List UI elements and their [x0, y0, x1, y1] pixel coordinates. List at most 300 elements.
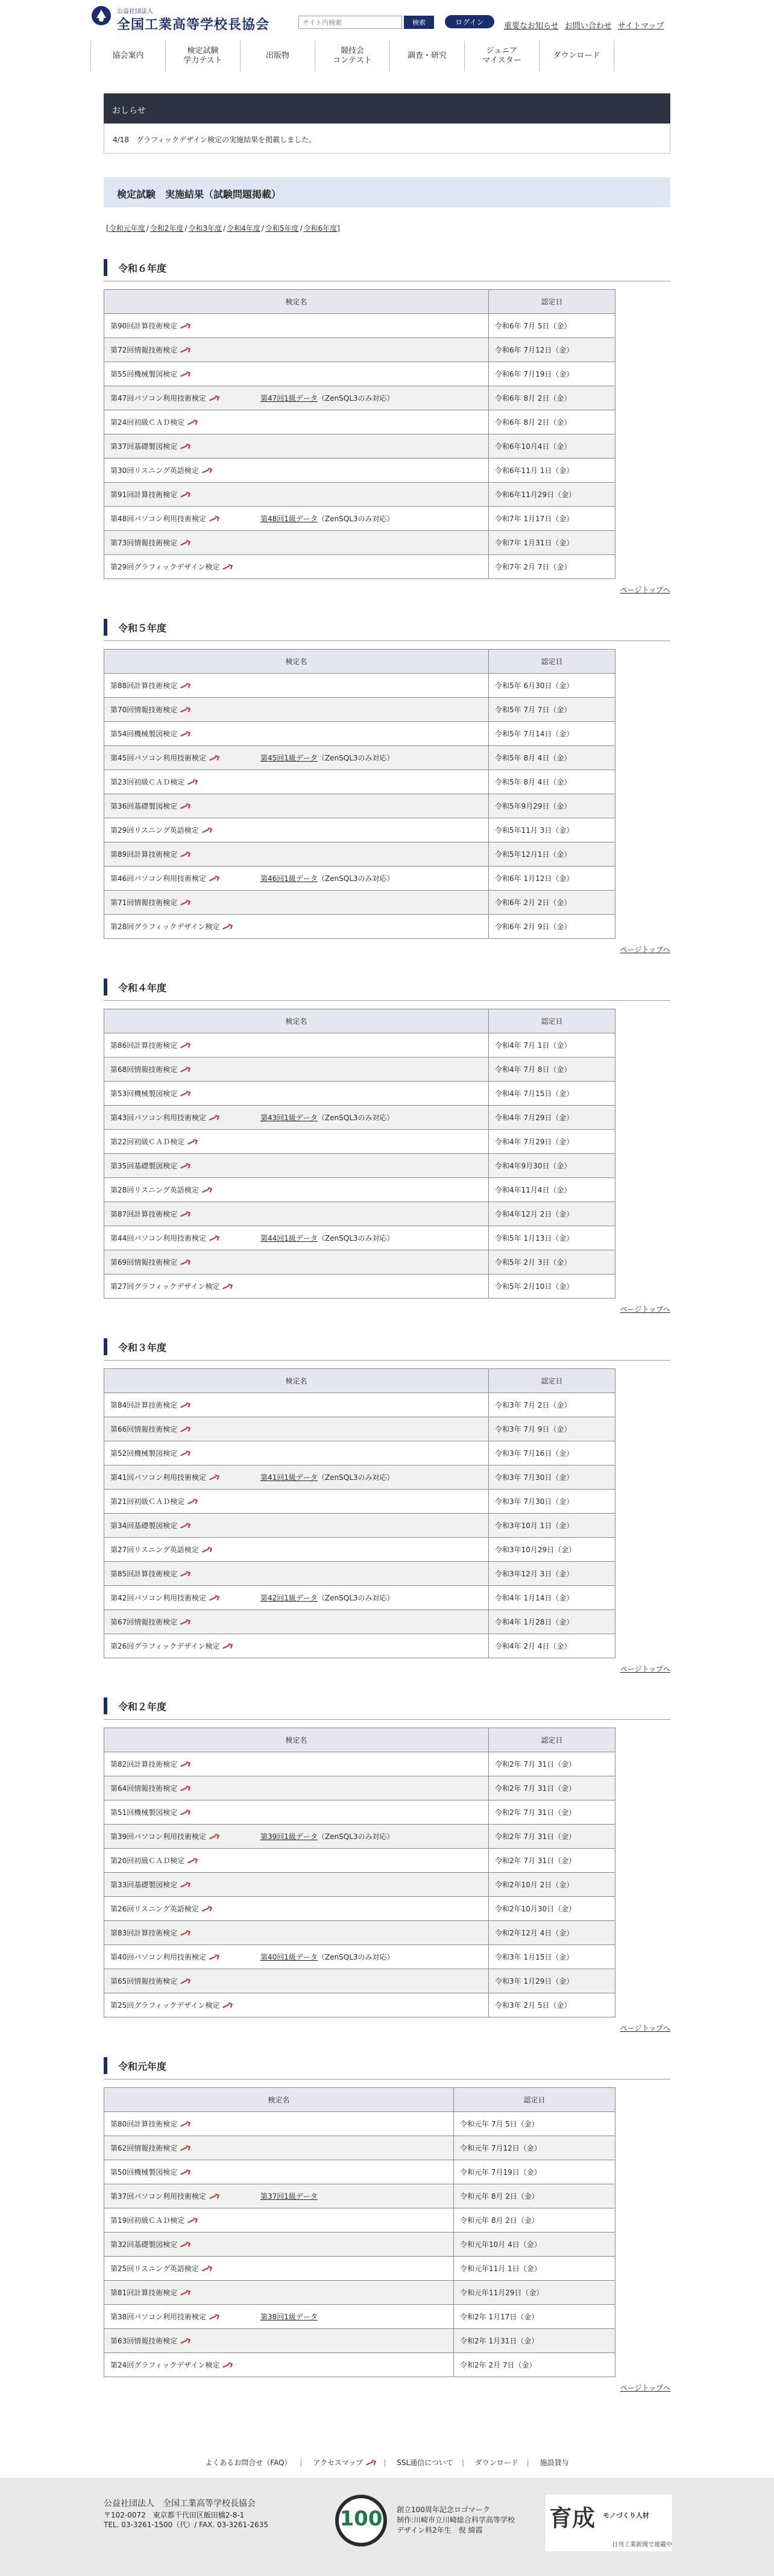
pdf-icon[interactable]: [180, 1523, 189, 1530]
exam-pdf-link[interactable]: 第47回パソコン利用技術検定: [110, 394, 207, 403]
exam-pdf-link[interactable]: 第44回パソコン利用技術検定: [110, 1234, 207, 1243]
footer-link-access-map[interactable]: アクセスマップ: [313, 2458, 375, 2467]
level1-data-link[interactable]: 第41回1級データ: [260, 1473, 318, 1482]
exam-name-cell: [104, 2208, 454, 2233]
table-row: [104, 794, 615, 818]
exam-pdf-link[interactable]: 第25回グラフィックデザイン検定: [110, 2001, 220, 2010]
level1-data-link[interactable]: 第45回1級データ: [260, 754, 318, 762]
table-row: [104, 1586, 615, 1610]
table-row: [104, 386, 615, 410]
column-header-name: 検定名: [104, 1009, 489, 1033]
pdf-icon[interactable]: [209, 1474, 218, 1482]
certification-date-cell: 令和3年 1月29日（金）: [489, 1969, 615, 1993]
table-row: [104, 1993, 615, 2017]
exam-pdf-link[interactable]: 第28回グラフィックデザイン検定: [110, 923, 220, 931]
exam-pdf-link[interactable]: 第91回計算技術検定: [110, 490, 178, 499]
exam-name-cell: [104, 1800, 489, 1825]
pdf-icon[interactable]: [187, 1499, 197, 1506]
pdf-icon[interactable]: [201, 1187, 211, 1194]
table-row: [104, 1082, 615, 1106]
nav-item-exams[interactable]: 検定試験 学力テスト: [166, 41, 241, 71]
level1-data-link[interactable]: 第44回1級データ: [260, 1234, 318, 1243]
results-table: [104, 1009, 615, 1299]
exam-pdf-link[interactable]: 第27回グラフィックデザイン検定: [110, 1282, 220, 1291]
exam-name-cell: [104, 1154, 489, 1178]
nav-item-junior-meister[interactable]: ジュニア マイスター: [465, 41, 540, 71]
pdf-icon[interactable]: [180, 2145, 189, 2152]
exam-pdf-link[interactable]: 第62回情報技術検定: [110, 2144, 178, 2152]
exam-pdf-link[interactable]: 第30回リスニング英語検定: [110, 466, 199, 475]
certification-date-cell: 令和元年 7月 5日（金）: [454, 2112, 615, 2136]
footer-link-download[interactable]: ダウンロード: [474, 2458, 518, 2467]
pdf-icon[interactable]: [209, 876, 218, 883]
exam-name-cell: [104, 1776, 489, 1800]
page-top-link[interactable]: ページトップへ: [620, 1305, 670, 1314]
certification-date-cell: 令和元年11月 1日（金）: [454, 2257, 615, 2281]
certification-date-cell: 令和4年 1月14日（金）: [489, 1586, 615, 1610]
table-row: [104, 1106, 615, 1130]
exam-pdf-link[interactable]: 第68回情報技術検定: [110, 1065, 178, 1074]
column-header-date: 認定日: [489, 1728, 615, 1752]
year-link-r6[interactable]: 令和6年度: [303, 224, 338, 233]
certification-date-cell: 令和2年10月 2日（金）: [489, 1873, 615, 1897]
pdf-icon[interactable]: [209, 1595, 218, 1602]
pdf-icon[interactable]: [180, 900, 189, 907]
table-row: [104, 770, 615, 794]
exam-pdf-link[interactable]: 第24回グラフィックデザイン検定: [110, 2361, 220, 2369]
pdf-icon[interactable]: [222, 1283, 231, 1291]
pdf-icon[interactable]: [180, 707, 189, 714]
table-header-row: [104, 290, 615, 314]
exam-pdf-link[interactable]: 第55回機械製図検定: [110, 370, 178, 378]
search-input[interactable]: [298, 16, 402, 29]
pdf-icon[interactable]: [222, 924, 231, 931]
certification-date-cell: 令和5年9月29日（金）: [489, 794, 615, 818]
pdf-icon[interactable]: [187, 419, 197, 427]
pdf-icon[interactable]: [180, 347, 189, 354]
exam-pdf-link[interactable]: 第29回グラフィックデザイン検定: [110, 563, 220, 571]
pdf-icon[interactable]: [180, 1571, 189, 1578]
exam-pdf-link[interactable]: 第43回パソコン利用技術検定: [110, 1114, 207, 1122]
pdf-icon[interactable]: [180, 1785, 189, 1793]
exam-pdf-link[interactable]: 第51回機械製図検定: [110, 1808, 178, 1817]
exam-pdf-link[interactable]: 第46回パソコン利用技術検定: [110, 874, 207, 883]
table-row: [104, 1610, 615, 1634]
certification-date-cell: 令和3年 7月16日（金）: [489, 1441, 615, 1465]
exam-name-cell: [104, 1586, 489, 1610]
exam-pdf-link[interactable]: 第25回リスニング英語検定: [110, 2264, 199, 2273]
pdf-icon[interactable]: [201, 827, 211, 835]
level1-data-link[interactable]: 第46回1級データ: [260, 874, 318, 883]
exam-pdf-link[interactable]: 第72回情報技術検定: [110, 346, 178, 354]
nav-item-download[interactable]: ダウンロード: [540, 41, 614, 71]
main-nav: [0, 41, 774, 71]
exam-pdf-link[interactable]: 第66回情報技術検定: [110, 1425, 178, 1434]
pdf-icon[interactable]: [180, 1211, 189, 1218]
exam-pdf-link[interactable]: 第33回基礎製図検定: [110, 1881, 178, 1889]
certification-date-cell: 令和4年 7月29日（金）: [489, 1130, 615, 1154]
exam-pdf-link[interactable]: 第26回リスニング英語検定: [110, 1905, 199, 1913]
exam-name-cell: [104, 1465, 489, 1490]
pdf-icon[interactable]: [209, 516, 218, 523]
pdf-icon[interactable]: [180, 1978, 189, 1985]
year-section-r3: [104, 1338, 670, 1673]
exam-name-cell: [104, 891, 489, 915]
footer-link-facility[interactable]: 施設貸与: [540, 2458, 569, 2467]
exam-name-cell: [104, 1610, 489, 1634]
exam-pdf-link[interactable]: 第36回基礎製図検定: [110, 802, 178, 810]
association-logo[interactable]: [90, 5, 112, 27]
level1-data-link[interactable]: 第47回1級データ: [260, 394, 318, 403]
pdf-icon[interactable]: [222, 2362, 231, 2369]
pdf-icon[interactable]: [201, 2266, 211, 2273]
exam-pdf-link[interactable]: 第32回基礎製図検定: [110, 2240, 178, 2249]
certification-date-cell: 令和5年 1月13日（金）: [489, 1226, 615, 1250]
certification-date-cell: 令和6年 7月19日（金）: [489, 362, 615, 386]
pdf-icon[interactable]: [180, 1761, 189, 1769]
exam-name-cell: [104, 1058, 489, 1082]
exam-pdf-link[interactable]: 第53回機械製図検定: [110, 1089, 178, 1098]
certification-date-cell: 令和3年 7月30日（金）: [489, 1465, 615, 1490]
exam-pdf-link[interactable]: 第37回パソコン利用技術検定: [110, 2192, 207, 2201]
column-header-date: 認定日: [489, 290, 615, 314]
pdf-icon[interactable]: [180, 1450, 189, 1458]
pdf-icon[interactable]: [201, 468, 211, 475]
results-table: [104, 289, 615, 579]
certification-date-cell: 令和元年 8月 2日（金）: [454, 2184, 615, 2208]
exam-name-cell: [104, 1490, 489, 1514]
exam-pdf-link[interactable]: 第19回初級ＣＡＤ検定: [110, 2216, 185, 2225]
exam-pdf-link[interactable]: 第64回情報技術検定: [110, 1784, 178, 1793]
level1-data-link[interactable]: 第40回1級データ: [260, 1953, 318, 1961]
exam-pdf-link[interactable]: 第37回基礎製図検定: [110, 442, 178, 451]
pdf-icon[interactable]: [180, 803, 189, 810]
ikusei-banner[interactable]: [546, 2495, 672, 2551]
level1-data-link[interactable]: 第48回1級データ: [260, 515, 318, 523]
level1-data-link[interactable]: 第42回1級データ: [260, 1594, 318, 1602]
exam-name-cell: [104, 722, 489, 746]
table-row: [104, 1825, 615, 1849]
certification-date-cell: 令和7年 2月 7日（金）: [489, 555, 615, 579]
certification-date-cell: 令和2年 7月 31日（金）: [489, 1752, 615, 1776]
exam-name-cell: [104, 1106, 489, 1130]
table-row: [104, 1033, 615, 1058]
column-header-name: 検定名: [104, 1728, 489, 1752]
year-link-r1[interactable]: 令和元年度: [109, 224, 145, 233]
pdf-icon[interactable]: [180, 1259, 189, 1267]
exam-pdf-link[interactable]: 第82回計算技術検定: [110, 1760, 178, 1769]
data-note: （ZenSQL3のみ対応）: [317, 515, 394, 523]
pdf-icon[interactable]: [222, 2002, 231, 2010]
pdf-icon[interactable]: [180, 1810, 189, 1817]
exam-pdf-link[interactable]: 第23回初級ＣＡＤ検定: [110, 778, 185, 786]
footer-link-ssl[interactable]: SSL通信について: [397, 2458, 453, 2467]
pdf-icon[interactable]: [209, 395, 218, 403]
exam-pdf-link[interactable]: 第40回パソコン利用技術検定: [110, 1953, 207, 1961]
page-top-link[interactable]: ページトップへ: [620, 2384, 670, 2392]
exam-pdf-link[interactable]: 第22回初級ＣＡＤ検定: [110, 1138, 185, 1146]
pdf-icon[interactable]: [180, 2169, 189, 2176]
table-row: [104, 867, 615, 891]
org-name[interactable]: 全国工業高等学校長協会: [117, 17, 270, 33]
pdf-icon[interactable]: [180, 443, 189, 451]
exam-name-cell: [104, 2112, 454, 2136]
exam-pdf-link[interactable]: 第71回情報技術検定: [110, 898, 178, 907]
certification-date-cell: 令和元年10月 4日（金）: [454, 2233, 615, 2257]
pdf-icon[interactable]: [201, 1906, 211, 1913]
pdf-icon[interactable]: [180, 1930, 189, 1937]
certification-date-cell: 令和3年 1月15日（金）: [489, 1945, 615, 1969]
pdf-icon[interactable]: [209, 1235, 218, 1243]
table-row: [104, 1921, 615, 1945]
certification-date-cell: 令和元年 8月 2日（金）: [454, 2208, 615, 2233]
nav-item-about[interactable]: 協会案内: [91, 41, 166, 71]
certification-date-cell: 令和2年 7月 31日（金）: [489, 1776, 615, 1800]
exam-pdf-link[interactable]: 第26回グラフィックデザイン検定: [110, 1642, 220, 1650]
level1-data-link[interactable]: 第43回1級データ: [260, 1114, 318, 1122]
exam-name-cell: [104, 1897, 489, 1921]
anniversary-caption: 創立100周年記念ロゴマーク: [397, 2505, 490, 2514]
pdf-icon[interactable]: [187, 1858, 197, 1865]
exam-pdf-link[interactable]: 第73回情報技術検定: [110, 539, 178, 547]
exam-pdf-link[interactable]: 第86回計算技術検定: [110, 1041, 178, 1050]
exam-name-cell: [104, 2329, 454, 2353]
pdf-icon[interactable]: [180, 2121, 189, 2128]
pdf-icon[interactable]: [201, 1547, 211, 1554]
pdf-icon[interactable]: [180, 1619, 189, 1626]
exam-pdf-link[interactable]: 第84回計算技術検定: [110, 1401, 178, 1409]
news-text: グラフィックデザイン検定の実施結果を掲載しました。: [136, 136, 316, 144]
exam-name-cell: [104, 1849, 489, 1873]
exam-pdf-link[interactable]: 第80回計算技術検定: [110, 2120, 178, 2128]
year-link-r4[interactable]: 令和4年度: [227, 224, 260, 233]
page-top-link[interactable]: ページトップへ: [620, 1665, 670, 1673]
pdf-icon[interactable]: [209, 1115, 218, 1122]
pdf-icon[interactable]: [180, 323, 189, 330]
pdf-icon[interactable]: [222, 564, 231, 571]
exam-name-cell: [104, 1250, 489, 1274]
year-section-r1: [104, 2057, 670, 2392]
pdf-icon[interactable]: [180, 1426, 189, 1434]
pdf-icon[interactable]: [180, 851, 189, 859]
pdf-icon[interactable]: [180, 371, 189, 378]
exam-pdf-link[interactable]: 第48回パソコン利用技術検定: [110, 515, 207, 523]
pdf-icon[interactable]: [180, 683, 189, 690]
certification-date-cell: 令和6年 1月12日（金）: [489, 867, 615, 891]
table-row: [104, 555, 615, 579]
anniversary-credit: [397, 2505, 515, 2535]
page-top-link[interactable]: ページトップへ: [620, 945, 670, 954]
column-header-name: 検定名: [104, 650, 489, 674]
exam-pdf-link[interactable]: 第28回リスニング英語検定: [110, 1186, 199, 1194]
table-row: [104, 1514, 615, 1538]
pdf-icon[interactable]: [187, 1139, 197, 1146]
level1-data-link[interactable]: 第38回1級データ: [260, 2313, 318, 2321]
table-row: [104, 2208, 615, 2233]
year-section-r5: [104, 619, 670, 954]
pdf-icon[interactable]: [180, 1042, 189, 1050]
certification-date-cell: 令和6年11月 1日（金）: [489, 459, 615, 483]
year-link-r2[interactable]: 令和2年度: [149, 224, 184, 233]
footer-phone-fax: TEL. 03-3261-1500（代）/ FAX. 03-3261-2635: [104, 2521, 268, 2530]
exam-pdf-link[interactable]: 第42回パソコン利用技術検定: [110, 1594, 207, 1602]
exam-pdf-link[interactable]: 第87回計算技術検定: [110, 1210, 178, 1218]
exam-name-cell: [104, 867, 489, 891]
sitemap-link[interactable]: サイトマップ: [617, 22, 664, 31]
certification-date-cell: 令和4年 7月 8日（金）: [489, 1058, 615, 1082]
pdf-icon[interactable]: [180, 540, 189, 547]
data-note: （ZenSQL3のみ対応）: [317, 1832, 394, 1841]
pdf-icon[interactable]: [180, 1882, 189, 1889]
certification-date-cell: 令和4年11月4日（金）: [489, 1178, 615, 1202]
nav-item-research[interactable]: 調査・研究: [390, 41, 465, 71]
exam-name-cell: [104, 1033, 489, 1058]
exam-name-cell: [104, 1921, 489, 1945]
pdf-icon[interactable]: [209, 755, 218, 762]
pdf-icon[interactable]: [209, 1834, 218, 1841]
page-top-link[interactable]: ページトップへ: [620, 586, 670, 594]
certification-date-cell: 令和5年 7月 7日（金）: [489, 698, 615, 722]
table-row: [104, 698, 615, 722]
exam-name-cell: [104, 1441, 489, 1465]
exam-pdf-link[interactable]: 第69回情報技術検定: [110, 1258, 178, 1267]
pdf-icon[interactable]: [180, 2242, 189, 2249]
exam-pdf-link[interactable]: 第65回情報技術検定: [110, 1977, 178, 1985]
ikusei-title: 育成: [549, 2505, 596, 2531]
table-header-row: [104, 2088, 615, 2112]
login-button[interactable]: ログイン: [445, 15, 494, 28]
exam-pdf-link[interactable]: 第70回情報技術検定: [110, 706, 178, 714]
exam-name-cell: [104, 555, 489, 579]
exam-pdf-link[interactable]: 第34回基礎製図検定: [110, 1521, 178, 1530]
table-row: [104, 507, 615, 531]
exam-pdf-link[interactable]: 第81回計算技術検定: [110, 2289, 178, 2297]
pdf-icon[interactable]: [180, 1067, 189, 1074]
site-footer: [0, 2478, 774, 2576]
exam-name-cell: [104, 314, 489, 338]
pdf-icon[interactable]: [180, 492, 189, 499]
exam-pdf-link[interactable]: 第54回機械製図検定: [110, 730, 178, 738]
data-note: （ZenSQL3のみ対応）: [317, 754, 394, 762]
year-heading: 令和５年度: [104, 619, 670, 636]
exam-pdf-link[interactable]: 第89回計算技術検定: [110, 850, 178, 859]
table-row: [104, 818, 615, 842]
pdf-icon[interactable]: [209, 1954, 218, 1961]
certification-date-cell: 令和6年 2月 2日（金）: [489, 891, 615, 915]
exam-pdf-link[interactable]: 第21回初級ＣＡＤ検定: [110, 1497, 185, 1506]
exam-pdf-link[interactable]: 第50回機械製図検定: [110, 2168, 178, 2176]
pdf-icon[interactable]: [187, 2217, 197, 2225]
exam-pdf-link[interactable]: 第29回リスニング英語検定: [110, 826, 199, 835]
table-header-row: [104, 650, 615, 674]
pdf-icon[interactable]: [180, 2290, 189, 2297]
contact-link[interactable]: お問い合わせ: [564, 22, 612, 31]
exam-pdf-link[interactable]: 第63回情報技術検定: [110, 2337, 178, 2345]
exam-pdf-link[interactable]: 第41回パソコン利用技術検定: [110, 1473, 207, 1482]
nav-item-contests[interactable]: 競技会 コンテスト: [315, 41, 390, 71]
year-section-r4: [104, 979, 670, 1314]
exam-pdf-link[interactable]: 第27回リスニング英語検定: [110, 1546, 199, 1554]
anniversary-number: 100: [339, 2507, 383, 2531]
pdf-icon[interactable]: [222, 1643, 231, 1650]
exam-pdf-link[interactable]: 第88回計算技術検定: [110, 682, 178, 690]
table-row: [104, 1849, 615, 1873]
exam-name-cell: [104, 2136, 454, 2160]
table-row: [104, 2112, 615, 2136]
exam-pdf-link[interactable]: 第35回基礎製図検定: [110, 1162, 178, 1170]
column-header-date: 認定日: [489, 1009, 615, 1033]
certification-date-cell: 令和6年10月4日（金）: [489, 434, 615, 459]
level1-data-link[interactable]: 第37回1級データ: [260, 2192, 318, 2201]
pdf-icon[interactable]: [180, 1091, 189, 1098]
certification-date-cell: 令和4年 7月15日（金）: [489, 1082, 615, 1106]
certification-date-cell: 令和4年9月30日（金）: [489, 1154, 615, 1178]
exam-name-cell: [104, 1873, 489, 1897]
exam-pdf-link[interactable]: 第20回初級ＣＡＤ検定: [110, 1857, 185, 1865]
exam-name-cell: [104, 483, 489, 507]
exam-pdf-link[interactable]: 第90回計算技術検定: [110, 322, 178, 330]
certification-date-cell: 令和2年12月 4日（金）: [489, 1921, 615, 1945]
exam-pdf-link[interactable]: 第24回初級ＣＡＤ検定: [110, 418, 185, 427]
table-row: [104, 1465, 615, 1490]
pdf-icon[interactable]: [180, 2338, 189, 2345]
exam-pdf-link[interactable]: 第52回機械製図検定: [110, 1449, 178, 1458]
exam-name-cell: [104, 362, 489, 386]
table-row: [104, 1562, 615, 1586]
pdf-icon[interactable]: [180, 731, 189, 738]
footer-link-faq[interactable]: よくあるお問合せ（FAQ）: [205, 2458, 292, 2467]
exam-name-cell: [104, 1417, 489, 1441]
important-notice-link[interactable]: 重要なお知らせ: [504, 22, 559, 31]
page-top-link[interactable]: ページトップへ: [620, 2024, 670, 2032]
pdf-icon[interactable]: [180, 1163, 189, 1170]
table-row: [104, 2305, 615, 2329]
table-row: [104, 338, 615, 362]
table-row: [104, 1393, 615, 1417]
pdf-icon[interactable]: [209, 2314, 218, 2321]
exam-pdf-link[interactable]: 第45回パソコン利用技術検定: [110, 754, 207, 762]
footer-postal-address: 〒102-0072 東京都千代田区飯田橋2-8-1: [104, 2511, 245, 2519]
year-link-r5[interactable]: 令和5年度: [265, 224, 299, 233]
exam-pdf-link[interactable]: 第39回パソコン利用技術検定: [110, 1832, 207, 1841]
table-row: [104, 2233, 615, 2257]
certification-date-cell: 令和4年 7月 1日（金）: [489, 1033, 615, 1058]
year-link-r3[interactable]: 令和3年度: [188, 224, 222, 233]
exam-pdf-link[interactable]: 第83回計算技術検定: [110, 1929, 178, 1937]
exam-name-cell: [104, 698, 489, 722]
exam-pdf-link[interactable]: 第85回計算技術検定: [110, 1570, 178, 1578]
data-note: （ZenSQL3のみ対応）: [317, 1114, 394, 1122]
pdf-icon[interactable]: [209, 2193, 218, 2201]
level1-data-link[interactable]: 第39回1級データ: [260, 1832, 318, 1841]
pdf-icon[interactable]: [180, 1402, 189, 1409]
certification-date-cell: 令和3年 7月 9日（金）: [489, 1417, 615, 1441]
search-button[interactable]: 検索: [404, 16, 434, 29]
certification-date-cell: 令和元年11月29日（金）: [454, 2281, 615, 2305]
results-table: [104, 1728, 615, 2017]
year-heading: 令和２年度: [104, 1697, 670, 1714]
exam-pdf-link[interactable]: 第67回情報技術検定: [110, 1618, 178, 1626]
nav-item-publications[interactable]: 出版物: [241, 41, 315, 71]
certification-date-cell: 令和5年 7月14日（金）: [489, 722, 615, 746]
pdf-icon[interactable]: [187, 779, 197, 786]
exam-name-cell: [104, 1752, 489, 1776]
exam-pdf-link[interactable]: 第38回パソコン利用技術検定: [110, 2313, 207, 2321]
column-header-date: 認定日: [489, 650, 615, 674]
certification-date-cell: 令和6年11月29日（金）: [489, 483, 615, 507]
exam-name-cell: [104, 2233, 454, 2257]
exam-name-cell: [104, 842, 489, 867]
